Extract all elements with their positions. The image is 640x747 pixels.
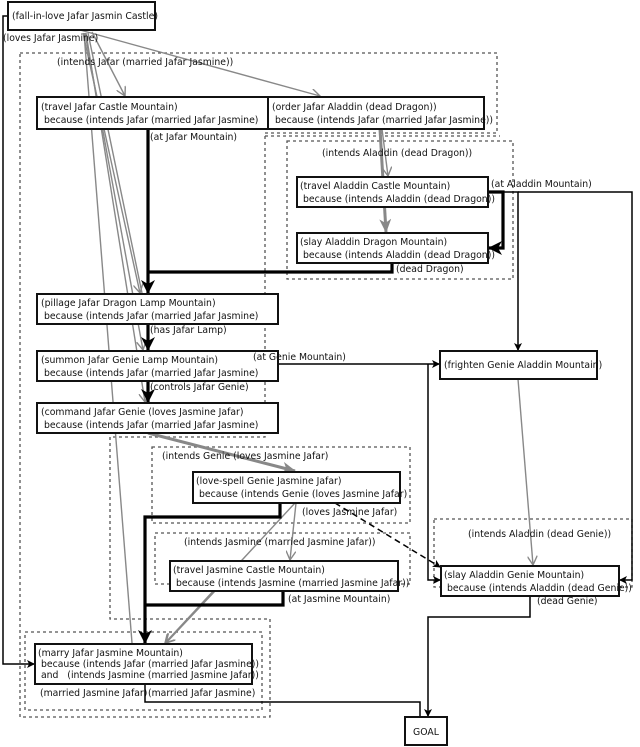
goal-label: GOAL: [413, 727, 439, 738]
edge-label: (has Jafar Lamp): [150, 325, 227, 336]
step-label: (travel Aladdin Castle Mountain): [300, 181, 451, 192]
step-slay-dragon[interactable]: [297, 233, 495, 263]
step-slay-genie[interactable]: [441, 566, 632, 596]
step-label: (frighten Genie Aladdin Mountain): [444, 360, 603, 371]
step-love-spell[interactable]: [193, 472, 407, 503]
step-reason: because (intends Jafar (married Jafar Jasmine): [41, 368, 259, 379]
step-reason: because (intends Jafar (married Jafar Jasmine)): [272, 115, 494, 126]
step-command[interactable]: [37, 403, 278, 433]
step-label: (love-spell Genie Jasmine Jafar): [196, 476, 342, 487]
edge-label: (at Genie Mountain): [253, 352, 346, 363]
step-travel-aladdin[interactable]: [297, 177, 495, 207]
edge-label: (dead Dragon): [396, 264, 464, 275]
edge-label: (dead Genie): [537, 596, 598, 607]
step-summon[interactable]: [37, 351, 278, 381]
step-label: (travel Jafar Castle Mountain): [41, 102, 178, 113]
region-label: (intends Aladdin (dead Dragon)): [322, 148, 473, 159]
step-reason: because (intends Jafar (married Jafar Jasmine): [41, 115, 259, 126]
step-label: (pillage Jafar Dragon Lamp Mountain): [41, 298, 216, 309]
step-pillage[interactable]: [37, 294, 278, 324]
step-reason: because (intends Jasmine (married Jasmine Jafar)): [173, 578, 410, 589]
edge-label: (loves Jafar Jasmine): [3, 33, 99, 44]
step-label: (slay Aladdin Dragon Mountain): [300, 237, 448, 248]
goal-node[interactable]: [405, 717, 447, 745]
step-reason: because (intends Aladdin (dead Genie)): [444, 583, 632, 594]
step-reason: and (intends Jasmine (married Jasmine Jafar)): [38, 670, 259, 681]
step-marry[interactable]: [35, 644, 259, 684]
step-reason: because (intends Jafar (married Jafar Jasmine)): [38, 659, 260, 670]
step-reason: because (intends Aladdin (dead Dragon)): [300, 194, 495, 205]
region-label: (intends Jasmine (married Jasmine Jafar)): [184, 537, 376, 548]
step-label: (travel Jasmine Castle Mountain): [173, 565, 325, 576]
step-reason: because (intends Jafar (married Jafar Jasmine): [41, 420, 259, 431]
edge-label: (loves Jasmine Jafar): [302, 507, 398, 518]
step-fall-in-love[interactable]: [8, 2, 158, 30]
step-travel-jafar[interactable]: [37, 97, 278, 129]
step-label: (order Jafar Aladdin (dead Dragon)): [272, 102, 437, 113]
step-order-jafar-aladdin[interactable]: [268, 97, 493, 129]
region-label: (intends Aladdin (dead Genie)): [468, 529, 612, 540]
edge-label: (married Jafar Jasmine): [148, 688, 256, 699]
step-travel-jasmine[interactable]: [170, 561, 409, 591]
region-label: (intends Genie (loves Jasmine Jafar): [162, 451, 329, 462]
step-label: (marry Jafar Jasmine Mountain): [38, 648, 183, 659]
region-label: (intends Jafar (married Jafar Jasmine)): [57, 57, 234, 68]
step-reason: because (intends Genie (loves Jasmine Jafar): [196, 489, 408, 500]
edge-label: (at Aladdin Mountain): [491, 179, 592, 190]
step-label: (summon Jafar Genie Lamp Mountain): [41, 355, 218, 366]
edge-label: (at Jafar Mountain): [150, 132, 238, 143]
edge-label: (controls Jafar Genie): [150, 382, 249, 393]
edge-label: (married Jasmine Jafar): [40, 688, 148, 699]
step-reason: because (intends Jafar (married Jafar Jasmine): [41, 311, 259, 322]
step-label: (slay Aladdin Genie Mountain): [444, 570, 585, 581]
step-label: (command Jafar Genie (loves Jasmine Jafar): [41, 407, 244, 418]
edge-label: (at Jasmine Mountain): [288, 594, 391, 605]
step-reason: because (intends Aladdin (dead Dragon)): [300, 250, 495, 261]
step-frighten[interactable]: [440, 351, 602, 379]
step-label: (fall-in-love Jafar Jasmin Castle): [12, 11, 158, 22]
